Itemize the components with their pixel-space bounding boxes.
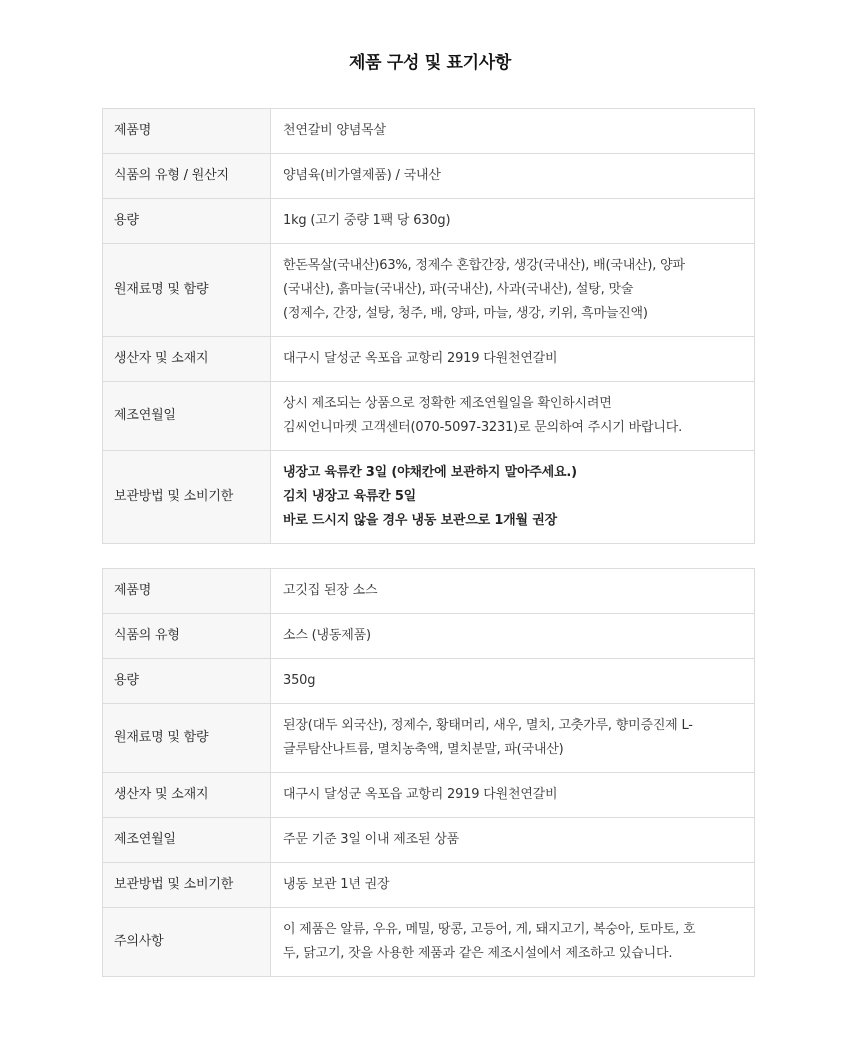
value-line: 글루탐산나트륨, 멸치농축액, 멸치분말, 파(국내산) (283, 742, 564, 757)
table-row-storage-shelf-life (103, 451, 755, 544)
row-label: 제품명 (103, 569, 271, 614)
value-line: 상시 제조되는 상품으로 정확한 제조연월일을 확인하시려면 (283, 396, 612, 411)
row-label: 생산자 및 소재지 (103, 773, 271, 818)
value-line: 350g (283, 673, 316, 688)
row-value (271, 863, 755, 908)
value-line: 두, 닭고기, 잣을 사용한 제품과 같은 제조시설에서 제조하고 있습니다. (283, 946, 673, 961)
value-line: (정제수, 간장, 설탕, 청주, 배, 양파, 마늘, 생강, 키위, 흑마늘진액) (283, 306, 648, 321)
row-label: 제조연월일 (103, 818, 271, 863)
table-row-manufacture-date (103, 818, 755, 863)
value-line: 양념육(비가열제품) / 국내산 (283, 168, 441, 183)
row-value (271, 109, 755, 154)
table-row-manufacture-date (103, 382, 755, 451)
value-line: 고깃집 된장 소스 (283, 583, 378, 598)
value-line: 대구시 달성군 옥포읍 교항리 2919 다원천연갈비 (283, 351, 558, 366)
row-label: 식품의 유형 (103, 614, 271, 659)
value-line: 김씨언니마켓 고객센터(070-5097-3231)로 문의하여 주시기 바랍니다. (283, 420, 683, 435)
table-row-producer-address (103, 337, 755, 382)
table-row-product-name (103, 109, 755, 154)
row-value (271, 569, 755, 614)
value-line: 된장(대두 외국산), 정제수, 황태머리, 새우, 멸치, 고춧가루, 향미증진제 L- (283, 718, 693, 733)
table-row-capacity (103, 199, 755, 244)
row-label: 제품명 (103, 109, 271, 154)
table-row-storage-shelf-life (103, 863, 755, 908)
table-row-ingredients (103, 244, 755, 337)
row-value (271, 614, 755, 659)
table-row-producer-address (103, 773, 755, 818)
row-value (271, 704, 755, 773)
row-label: 주의사항 (103, 908, 271, 977)
row-label: 용량 (103, 659, 271, 704)
page-title: 제품 구성 및 표기사항 (349, 53, 511, 73)
table-row-caution (103, 908, 755, 977)
product-info-table-marinated-pork (102, 108, 755, 544)
value-line: 천연갈비 양념목살 (283, 123, 386, 138)
value-line: 대구시 달성군 옥포읍 교항리 2919 다원천연갈비 (283, 787, 558, 802)
product-info-table-soybean-sauce (102, 568, 755, 977)
value-line: 냉장고 육류칸 3일 (야채칸에 보관하지 말아주세요.) (283, 465, 577, 480)
row-label: 제조연월일 (103, 382, 271, 451)
value-line: 이 제품은 알류, 우유, 메밀, 땅콩, 고등어, 게, 돼지고기, 복숭아, 토마토, 호 (283, 922, 696, 937)
row-value (271, 818, 755, 863)
table-row-food-type (103, 614, 755, 659)
row-value (271, 659, 755, 704)
table-row-product-name (103, 569, 755, 614)
row-value (271, 382, 755, 451)
row-value (271, 154, 755, 199)
row-label: 식품의 유형 / 원산지 (103, 154, 271, 199)
row-label: 원재료명 및 함량 (103, 704, 271, 773)
value-line: 1kg (고기 중량 1팩 당 630g) (283, 213, 451, 228)
row-label: 생산자 및 소재지 (103, 337, 271, 382)
row-value (271, 244, 755, 337)
row-label: 보관방법 및 소비기한 (103, 451, 271, 544)
row-value (271, 908, 755, 977)
row-label: 용량 (103, 199, 271, 244)
row-label: 보관방법 및 소비기한 (103, 863, 271, 908)
row-value (271, 773, 755, 818)
table-row-capacity (103, 659, 755, 704)
table-row-ingredients (103, 704, 755, 773)
value-line: (국내산), 흙마늘(국내산), 파(국내산), 사과(국내산), 설탕, 맛술 (283, 282, 634, 297)
row-value (271, 451, 755, 544)
table-row-food-type-origin (103, 154, 755, 199)
value-line: 주문 기준 3일 이내 제조된 상품 (283, 832, 460, 847)
value-line: 냉동 보관 1년 권장 (283, 877, 390, 892)
row-value (271, 337, 755, 382)
value-line: 바로 드시지 않을 경우 냉동 보관으로 1개월 권장 (283, 513, 557, 528)
value-line: 소스 (냉동제품) (283, 628, 371, 643)
value-line: 김치 냉장고 육류칸 5일 (283, 489, 417, 504)
row-label: 원재료명 및 함량 (103, 244, 271, 337)
value-line: 한돈목살(국내산)63%, 정제수 혼합간장, 생강(국내산), 배(국내산), 양파 (283, 258, 685, 273)
row-value (271, 199, 755, 244)
